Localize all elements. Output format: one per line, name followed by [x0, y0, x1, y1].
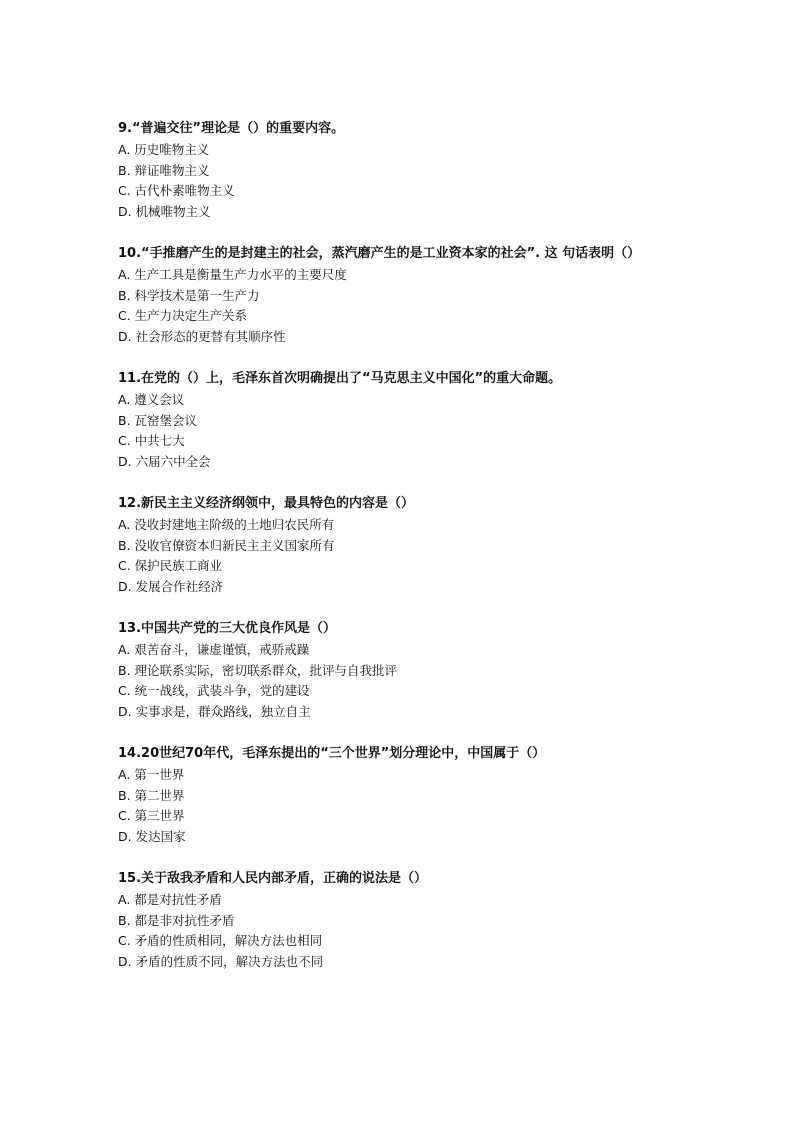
option-d: D. 社会形态的更替有其顺序性	[118, 328, 286, 344]
option-a: A. 艰苦奋斗，谦虚谨慎，戒骄戒躁	[118, 642, 310, 657]
option-a: A. 没收封建地主阶级的土地归农民所有	[118, 517, 335, 532]
option-b: B. 没收官僚资本归新民主主义国家所有	[118, 537, 335, 553]
option-c: C. 中共七大	[118, 433, 185, 448]
question-title: 15.关于敌我矛盾和人民内部矛盾，正确的说法是（）	[118, 871, 428, 886]
option-d: D. 发达国家	[118, 828, 186, 844]
option-c: C. 第三世界	[118, 808, 185, 823]
question-10	[118, 243, 758, 347]
question-12	[118, 493, 758, 597]
question-title: 13.中国共产党的三大优良作风是（）	[118, 621, 337, 636]
option-d: D. 六届六中全会	[118, 453, 211, 469]
option-d: D. 实事求是，群众路线，独立自主	[118, 703, 311, 719]
exam-page	[118, 118, 758, 993]
option-c: C. 保护民族工商业	[118, 558, 223, 573]
option-d: D. 矛盾的性质不同，解决方法也不同	[118, 953, 324, 969]
option-a: A. 第一世界	[118, 767, 185, 782]
question-title: 14.20世纪70年代，毛泽东提出的“三个世界”划分理论中，中国属于（）	[118, 746, 546, 761]
question-title: 9.“普遍交往”理论是（）的重要内容。	[118, 121, 345, 136]
option-b: B. 辩证唯物主义	[118, 162, 210, 178]
option-b: B. 瓦窑堡会议	[118, 412, 198, 428]
question-14	[118, 743, 758, 847]
option-b: B. 科学技术是第一生产力	[118, 287, 260, 303]
question-title: 11.在党的（）上，毛泽东首次明确提出了“马克思主义中国化”的重大命题。	[118, 371, 562, 386]
question-9	[118, 118, 758, 222]
option-a: A. 历史唯物主义	[118, 142, 210, 157]
option-d: D. 机械唯物主义	[118, 203, 211, 219]
option-b: B. 第二世界	[118, 787, 185, 803]
option-c: C. 古代朴素唯物主义	[118, 183, 235, 198]
option-c: C. 矛盾的性质相同，解决方法也相同	[118, 933, 323, 948]
option-c: C. 生产力决定生产关系	[118, 308, 248, 323]
question-title: 12.新民主主义经济纲领中，最具特色的内容是（）	[118, 496, 415, 511]
question-15	[118, 868, 758, 972]
question-13	[118, 618, 758, 722]
option-c: C. 统一战线，武装斗争，党的建设	[118, 683, 310, 698]
question-11	[118, 368, 758, 472]
option-d: D. 发展合作社经济	[118, 578, 224, 594]
option-a: A. 遵义会议	[118, 392, 185, 407]
option-a: A. 都是对抗性矛盾	[118, 892, 222, 907]
option-b: B. 都是非对抗性矛盾	[118, 912, 235, 928]
option-a: A. 生产工具是衡量生产力水平的主要尺度	[118, 267, 347, 282]
question-title: 10.“手推磨产生的是封建主的社会，蒸汽磨产生的是工业资本家的社会”. 这 句话表明（）	[118, 246, 641, 261]
option-b: B. 理论联系实际，密切联系群众，批评与自我批评	[118, 662, 398, 678]
